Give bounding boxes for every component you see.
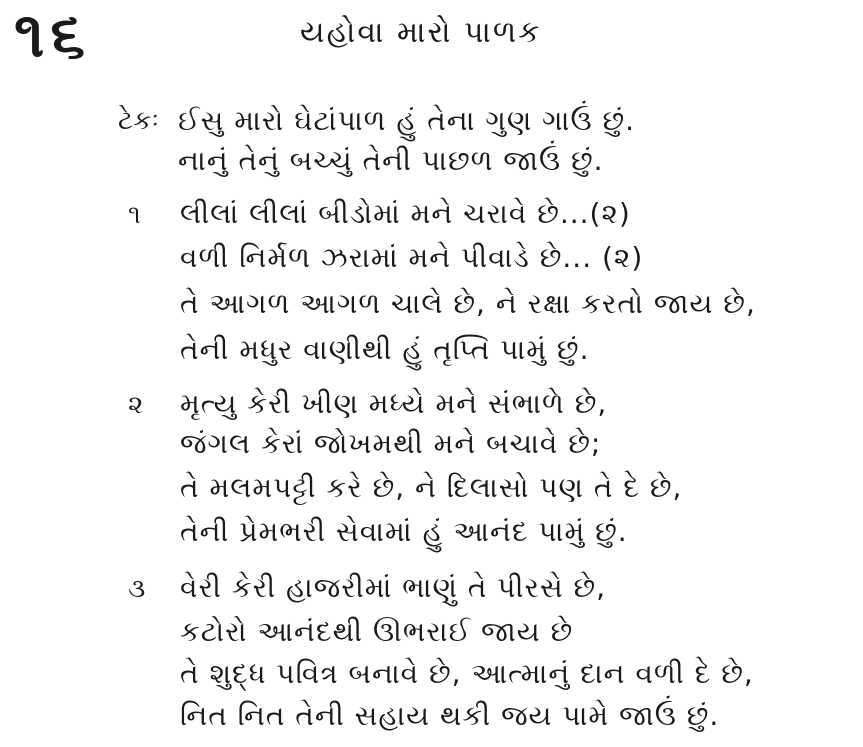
verse-2-line-2: જંગલ કેરાં જોખમથી મને બચાવે છે; [180,427,602,460]
verse-1-line-2: વળી નિર્મળ ઝરામાં મને પીવાડે છે... (૨) [180,241,644,274]
verse-1-line-4: તેની મધુર વાણીથી હું તૃપ્તિ પામું છું. [180,333,590,366]
refrain-label: ટેકઃ [118,106,159,136]
verse-3-line-1: વેરી કેરી હાજરીમાં ભાણું તે પીરસે છે, [180,571,607,604]
verse-2-line-3: તે મલમપટ્ટી કરે છે, ને દિલાસો પણ તે દે છે, [180,471,683,504]
refrain-line-2: નાનું તેનું બચ્ચું તેની પાછળ જાઉં છું. [178,144,604,177]
verse-3-line-2: કટોરો આનંદથી ઊભરાઈ જાય છે [180,615,574,648]
verse-3-line-4: નિત નિત તેની સહાય થકી જય પામે જાઉં છું. [180,699,720,732]
hymn-title: યહોવા મારો પાળક [300,15,542,50]
verse-1-line-3: તે આગળ આગળ ચાલે છે, ને રક્ષા કરતો જાય છે, [180,287,756,320]
refrain-line-1: ઈસુ મારો ઘેટાંપાળ હું તેના ગુણ ગાઉં છું. [178,104,636,137]
verse-1-line-1: લીલાં લીલાં બીડોમાં મને ચરાવે છે...(૨) [180,197,631,230]
hymn-number: ૧૬ [14,0,92,71]
verse-2-number: ૨ [128,390,144,420]
verse-3-line-3: તે શુદ્ધ પવિત્ર બનાવે છે, આત્માનું દાન વળી દે છે, [180,657,754,690]
verse-2-line-4: તેની પ્રેમભરી સેવામાં હું આનંદ પામું છું. [180,515,628,548]
verse-3-number: ૩ [128,574,146,604]
verse-2-line-1: મૃત્યુ કેરી ખીણ મધ્યે મને સંભાળે છે, [180,387,608,420]
verse-1-number: ૧ [128,200,141,230]
